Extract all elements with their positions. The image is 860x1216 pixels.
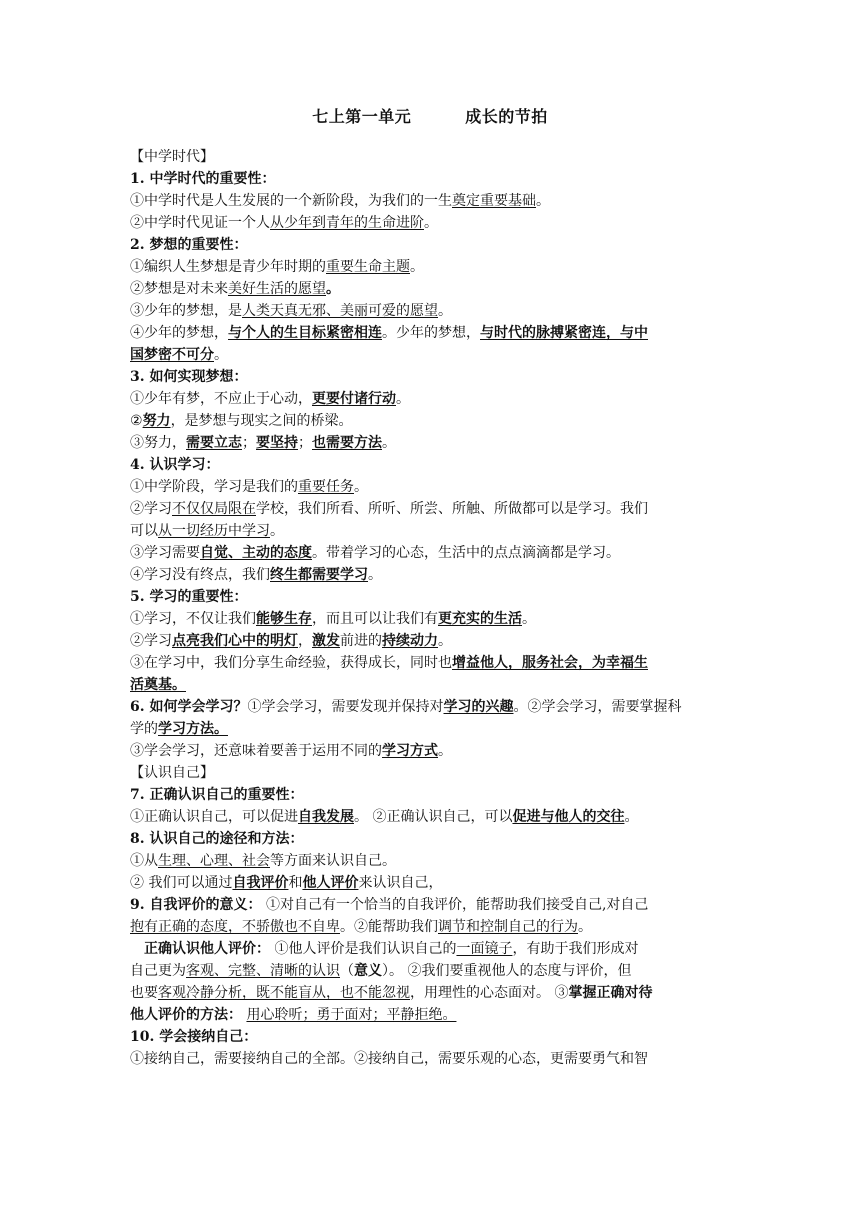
text-line (130, 432, 730, 454)
text-line (130, 168, 730, 190)
text-segment: 他人评价的方法： (130, 1007, 242, 1023)
text-line (130, 674, 730, 696)
text-segment: ②梦想是对未来 (130, 281, 228, 297)
text-segment: 。 (368, 567, 382, 583)
text-segment: 自我发展 (298, 809, 354, 825)
text-segment: ①对自己有一个恰当的自我评价，能帮助我们接受自己,对自己 (261, 897, 649, 913)
text-segment: 与个人的生目标紧密相连 (228, 325, 382, 341)
text-segment: ①中学阶段，学习是我们的 (130, 479, 298, 495)
text-segment: 要坚持 (256, 435, 298, 451)
text-segment: 。 (424, 215, 438, 231)
text-line (130, 960, 730, 982)
document-body (130, 146, 730, 1070)
text-segment: 增益他人，服务社会，为幸福生 (452, 655, 648, 671)
text-segment: 6. 如何学会学习？ (130, 699, 248, 715)
text-line (130, 696, 730, 718)
text-segment: 10. 学会接纳自己： (130, 1029, 258, 1045)
text-segment: ③少年的梦想，是 (130, 303, 242, 319)
text-segment: 掌握正确对待 (568, 985, 653, 1001)
text-segment: 。②学会学习，需要掌握科 (513, 699, 682, 715)
title-topic: 成长的节拍 (465, 107, 548, 126)
text-segment: 。 (536, 193, 550, 209)
text-segment: ①他人评价是我们认识自己的 (270, 941, 457, 957)
text-segment: 5. 学习的重要性： (130, 589, 248, 605)
text-segment: 。 (396, 391, 410, 407)
text-line (130, 234, 730, 256)
text-segment: 学的 (130, 721, 158, 737)
text-segment: 一面镜子 (456, 941, 513, 957)
text-segment: ②学习 (130, 501, 172, 517)
text-line (130, 388, 730, 410)
text-segment: 也需要方法 (312, 435, 382, 451)
text-segment: 自觉、主动的态度 (200, 545, 312, 561)
text-line (130, 608, 730, 630)
text-segment: 。 (382, 435, 396, 451)
text-segment: 学习的兴趣 (443, 699, 514, 715)
text-segment: 。 (438, 743, 452, 759)
text-segment: ①正确认识自己，可以促进 (130, 809, 298, 825)
text-line (130, 366, 730, 388)
text-segment: ，是梦想与现实之间的桥梁。 (170, 413, 353, 429)
text-line (130, 498, 730, 520)
text-line (130, 410, 730, 432)
text-segment: ）。 ②我们要重视他人的态度与评价，但 (382, 963, 632, 979)
text-line (130, 1026, 730, 1048)
text-segment: ①少年有梦，不应止于心动， (130, 391, 312, 407)
text-line (130, 806, 730, 828)
text-segment: 和 (288, 875, 303, 891)
text-segment: 客观冷静分析，既不能盲从，也不能忽视 (158, 985, 410, 1001)
text-segment: 抱有正确的态度，不骄傲也不自卑 (130, 919, 340, 935)
text-line (130, 982, 730, 1004)
text-segment: 。 (438, 633, 452, 649)
text-segment: ①从 (130, 853, 158, 869)
text-segment: 2. 梦想的重要性： (130, 237, 248, 253)
text-segment: 学校，我们所看、所听、所尝、所触、所做都可以是学习。我们 (256, 501, 648, 517)
text-line (130, 916, 730, 938)
text-line (130, 872, 730, 894)
text-line (130, 630, 730, 652)
text-segment: 他人评价 (302, 875, 359, 891)
text-segment: ， (298, 633, 312, 649)
text-segment: ②学习 (130, 633, 172, 649)
text-line (130, 542, 730, 564)
text-line (130, 454, 730, 476)
text-segment: 8. 认识自己的途径和方法： (130, 831, 304, 847)
text-segment: ④学习没有终点，我们 (130, 567, 270, 583)
text-line (130, 212, 730, 234)
text-segment: ①接纳自己，需要接纳自己的全部。②接纳自己，需要乐观的心态，更需要勇气和智 (130, 1051, 648, 1067)
text-line (130, 762, 730, 784)
text-segment: 终生都需要学习 (270, 567, 368, 583)
text-line (130, 740, 730, 762)
text-segment: 。 (326, 281, 340, 297)
text-segment: 促进与他人的交往 (512, 809, 625, 825)
text-segment: 。 (624, 809, 639, 825)
text-line (130, 520, 730, 542)
text-segment: 从一切经历中学习 (158, 523, 270, 539)
text-segment: 。 (214, 347, 228, 363)
text-line (130, 938, 730, 960)
text-segment: 。 (410, 259, 424, 275)
text-segment: ③在学习中，我们分享生命经验，获得成长，同时也 (130, 655, 452, 671)
text-segment: 持续动力 (382, 633, 438, 649)
text-segment: 用心聆听；勇于面对；平静拒绝。 (246, 1007, 457, 1023)
text-segment: 生理、心理、社会 (158, 853, 270, 869)
text-segment: ①中学时代是人生发展的一个新阶段，为我们的一生 (130, 193, 452, 209)
text-segment: ①学会学习，需要发现并保持对 (247, 699, 444, 715)
text-segment: ③努力， (130, 435, 186, 451)
text-segment: 正确认识他人评价： (130, 941, 270, 957)
text-segment: ② 我们可以通过 (130, 875, 233, 891)
text-segment: 活奠基。 (130, 677, 186, 693)
text-segment: 人类天真无邪、美丽可爱的愿望 (242, 303, 438, 319)
text-segment: 。 ②正确认识自己，可以 (354, 809, 513, 825)
text-segment: ②中学时代见证一个人 (130, 215, 270, 231)
text-segment: 7. 正确认识自己的重要性： (130, 787, 304, 803)
text-segment: 来认识自己， (358, 875, 443, 891)
text-line (130, 476, 730, 498)
text-line (130, 344, 730, 366)
text-segment: ③学习需要 (130, 545, 200, 561)
text-segment: 激发 (312, 633, 340, 649)
text-segment: 。少年的梦想， (382, 325, 480, 341)
text-line (130, 586, 730, 608)
text-segment: 更充实的生活 (438, 611, 522, 627)
text-line (130, 564, 730, 586)
text-segment: 学习方式 (382, 743, 438, 759)
text-line (130, 850, 730, 872)
text-line (130, 718, 730, 740)
text-segment: 意义 (354, 963, 382, 979)
text-segment: 。 (438, 303, 452, 319)
text-segment: 自我评价 (232, 875, 289, 891)
text-line (130, 894, 730, 916)
text-segment: 不仅仅局限在 (172, 501, 256, 517)
text-segment: 自己更为 (130, 963, 186, 979)
text-segment: 重要生命主题 (326, 259, 410, 275)
text-segment: 可以 (130, 523, 158, 539)
text-segment: 需要立志 (186, 435, 242, 451)
text-line (130, 1004, 730, 1026)
text-segment: 9. 自我评价的意义： (130, 897, 262, 913)
text-line (130, 828, 730, 850)
text-segment: 3. 如何实现梦想： (130, 369, 248, 385)
text-line (130, 1048, 730, 1070)
text-segment: ①学习，不仅让我们 (130, 611, 256, 627)
text-segment: ② (130, 413, 143, 429)
page-title (0, 104, 860, 127)
text-segment: ④少年的梦想， (130, 325, 228, 341)
text-line (130, 652, 730, 674)
text-segment: 4. 认识学习： (130, 457, 220, 473)
text-segment: ，而且可以让我们有 (312, 611, 438, 627)
text-segment: ，有助于我们形成对 (512, 941, 639, 957)
text-line (130, 278, 730, 300)
text-line (130, 146, 730, 168)
text-segment: 。 (522, 611, 536, 627)
text-segment: 也要 (130, 985, 158, 1001)
text-line (130, 784, 730, 806)
text-segment: 【中学时代】 (130, 149, 214, 165)
text-segment: ，用理性的心态面对。 ③ (410, 985, 569, 1001)
text-segment: ； (298, 435, 312, 451)
text-segment: 更要付诸行动 (312, 391, 396, 407)
text-segment: 奠定重要基础 (452, 193, 536, 209)
text-segment: ①编织人生梦想是青少年时期的 (130, 259, 326, 275)
text-segment: 【认识自己】 (130, 765, 214, 781)
text-segment: 与时代的脉搏紧密连，与中 (480, 325, 648, 341)
text-segment: 。 (578, 919, 592, 935)
text-segment: 学习方法。 (158, 721, 228, 737)
text-line (130, 256, 730, 278)
text-segment: 美好生活的愿望 (228, 281, 326, 297)
text-segment: ③学会学习，还意味着要善于运用不同的 (130, 743, 382, 759)
text-segment: 。②能帮助我们 (340, 919, 438, 935)
text-segment: 。 (354, 479, 368, 495)
text-segment: 等方面来认识自己。 (270, 853, 396, 869)
text-segment: 国梦密不可分 (130, 347, 214, 363)
text-line (130, 190, 730, 212)
text-segment: 前进的 (340, 633, 382, 649)
text-line (130, 322, 730, 344)
text-segment: 努力 (142, 413, 171, 429)
text-segment: 。带着学习的心态，生活中的点点滴滴都是学习。 (312, 545, 620, 561)
text-segment: （ (340, 963, 354, 979)
text-line (130, 300, 730, 322)
text-segment: 1. 中学时代的重要性： (130, 171, 276, 187)
text-segment: 调节和控制自己的行为 (438, 919, 578, 935)
text-segment: 从少年到青年的生命进阶 (270, 215, 424, 231)
text-segment: 能够生存 (256, 611, 312, 627)
text-segment: 。 (270, 523, 284, 539)
title-unit: 七上第一单元 (312, 107, 412, 126)
text-segment: 重要任务 (298, 479, 354, 495)
text-segment: 点亮我们心中的明灯 (172, 633, 298, 649)
text-segment: ； (242, 435, 256, 451)
text-segment: 客观、完整、清晰的认识 (186, 963, 340, 979)
